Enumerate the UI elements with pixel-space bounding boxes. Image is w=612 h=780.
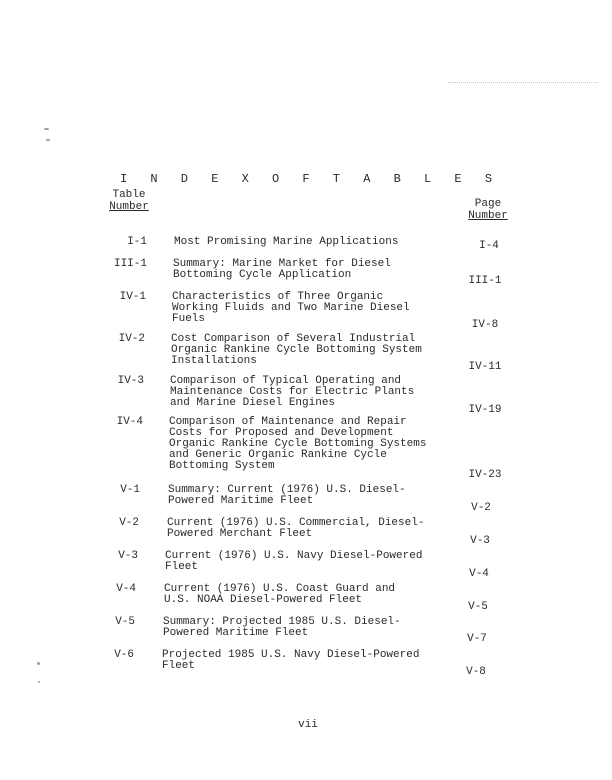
page-number: V-5 [468,601,488,613]
table-description: Summary: Marine Market for Diesel Bottoming Cycle Application [173,258,391,281]
scan-speck [44,128,49,130]
scan-noise-line [448,82,598,84]
table-number: V-1 [120,484,140,496]
page-number: I-4 [479,240,499,252]
page-number: IV-8 [471,319,499,331]
page-number-header-line1: Page [474,198,502,210]
table-number: V-2 [119,517,139,529]
table-number: V-6 [114,649,134,661]
page-number: V-4 [469,568,489,580]
page-number-header [466,198,510,222]
table-number: IV-1 [119,291,146,303]
table-description: Current (1976) U.S. Coast Guard and U.S. NOAA Diesel-Powered Fleet [164,583,396,606]
page-footer-number: vii [298,719,318,731]
table-number: IV-3 [117,375,144,387]
page-title: I N D E X O F T A B L E S [119,172,501,186]
table-description: Current (1976) U.S. Commercial, Diesel- Powered Merchant Fleet [167,517,425,540]
table-description: Characteristics of Three Organic Working Fluids and Two Marine Diesel Fuels [172,291,410,325]
table-description: Comparison of Typical Operating and Maintenance Costs for Electric Plants and Marine Diesel Engines [170,375,415,409]
table-number: III-1 [113,258,147,270]
table-number-header [107,189,151,213]
table-description: Projected 1985 U.S. Navy Diesel-Powered Fleet [162,649,420,672]
table-description: Cost Comparison of Several Industrial Organic Rankine Cycle Bottoming System Installations [171,333,422,367]
scan-speck [37,662,40,665]
page-number: V-2 [471,502,491,514]
table-description: Current (1976) U.S. Navy Diesel-Powered Fleet [165,550,423,573]
page-number: IV-11 [468,361,502,373]
page-number-header-line2: Number [468,210,508,222]
table-number: I-1 [127,236,147,248]
table-description: Summary: Current (1976) U.S. Diesel- Powered Maritime Fleet [168,484,406,507]
page-number: V-7 [467,633,487,645]
table-number: V-3 [118,550,138,562]
page-number: III-1 [468,275,502,287]
table-number: IV-2 [118,333,145,345]
page-number: IV-23 [468,469,502,481]
table-number: V-5 [115,616,135,628]
scan-speck [46,139,50,141]
table-description: Most Promising Marine Applications [174,236,399,248]
scan-speck [38,681,40,683]
table-number: V-4 [116,583,136,595]
page-number: V-3 [470,535,490,547]
table-number-header-line1: Table [112,189,146,201]
table-description: Summary: Projected 1985 U.S. Diesel- Powered Maritime Fleet [163,616,401,639]
table-number: IV-4 [116,416,143,428]
table-number-header-line2: Number [109,201,149,213]
page-number: V-8 [466,666,486,678]
page-number: IV-19 [468,404,502,416]
table-description: Comparison of Maintenance and Repair Costs for Proposed and Development Organic Rankine Cycle Bottoming Systems and Generic Organic Rankine Cycle Bottoming System [169,416,427,472]
